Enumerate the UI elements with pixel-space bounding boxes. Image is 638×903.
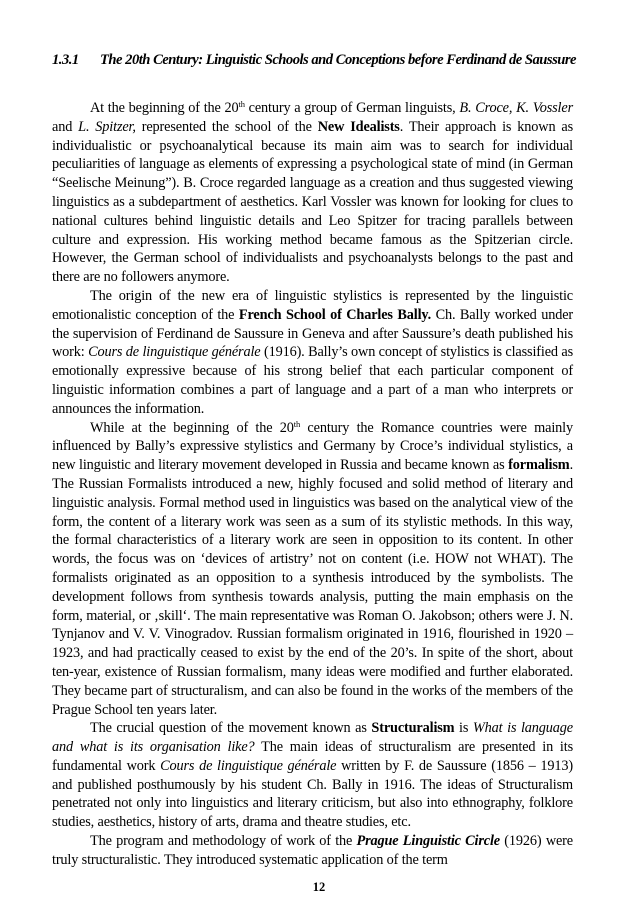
paragraph-prague-circle: The program and methodology of work of the Prague Linguistic Circle (1926) were truly structuralistic. They introduced systematic application of the term bbox=[52, 833, 573, 868]
section-number: 1.3.1 bbox=[52, 52, 79, 68]
section-heading bbox=[52, 50, 592, 70]
paragraph-bally: The origin of the new era of linguistic stylistics is represented by the linguistic emotionalistic conception of the French School of Charles Bally. Ch. Bally worked under the supervision of Ferdinand de Saussure in Geneva and after Saussure’s death published his work: Cours de linguistique générale (1916). Bally’s own concept of stylistics is classified as emotionally expressive because of his strong belief that each particular component of linguistic information combines a part of language and a part of a man who interprets or announces the information. bbox=[52, 287, 573, 417]
paragraph-new-idealists: At the beginning of the 20th century a group of German linguists, B. Croce, K. Vossler and L. Spitzer, represented the school of the New Idealists. Their approach is known as individualistic or psychoanalytical because its main aim was to search for individual peculiarities of language as elements of expressing a psychological state of mind (in German “Seelische Meinung”). B. Croce regarded language as a creation and thus suggested viewing linguistics as a subdepartment of aesthetics. Karl Vossler was known for looking for clues to national cultures behind linguistic details and Leo Spitzer for tracing parallels between culture and expression. His working method became famous as the Spitzerian circle. However, the German school of individualists and psychoanalysts belongs to the past and there are no followers anymore. bbox=[52, 99, 574, 286]
body-text bbox=[52, 99, 573, 870]
page-number: 12 bbox=[312, 880, 326, 894]
paragraph-structuralism: The crucial question of the movement known as Structuralism is What is language and what is its organisation like? The main ideas of structuralism are presented in its fundamental work Cours de linguistique générale written by F. de Saussure (1856 – 1913) and published posthumously by his student Ch. Bally in 1916. The ideas of Structuralism penetrated not only into linguistics and literary criticism, but also into ethnography, folklore studies, aesthetics, history of arts, drama and theatre studies, etc. bbox=[52, 720, 573, 831]
section-title: The 20th Century: Linguistic Schools and Conceptions before Ferdinand de Saussure bbox=[100, 52, 577, 68]
paragraph-formalism: While at the beginning of the 20th century the Romance countries were mainly influenced by Bally’s expressive stylistics and Germany by Croce’s individual stylistics, a new linguistic and literary movement developed in Russia and became known as formalism. The Russian Formalists introduced a new, highly focused and solid method of literary and linguistic analysis. Formal method used in linguistics was based on the analytical view of the form, the content of a literary work was seen as a sum of its stylistic methods. In this way, the formal characteristics of a literary work are seen in opposition to its content. In other words, the focus was on ‘devices of artistry’ not on content (i.e. HOW not WHAT). The formalists originated as an opposition to a synthesis introduced by the symbolists. The development follows from synthesis towards analysis, putting the main emphasis on the form, material, or ‚skill‘. The main representative was Roman O. Jakobson; others were J. N. Tynjanov and V. V. Vinogradov. Russian formalism originated in 1916, flourished in 1920 – 1923, and had practically ceased to exist by the end of the 20’s. In spite of the short, about ten-year, existence of Russian formalism, many ideas were modified and further elaborated. They became part of structuralism, and can also be found in the works of the members of the Prague School ten years later. bbox=[52, 418, 573, 718]
